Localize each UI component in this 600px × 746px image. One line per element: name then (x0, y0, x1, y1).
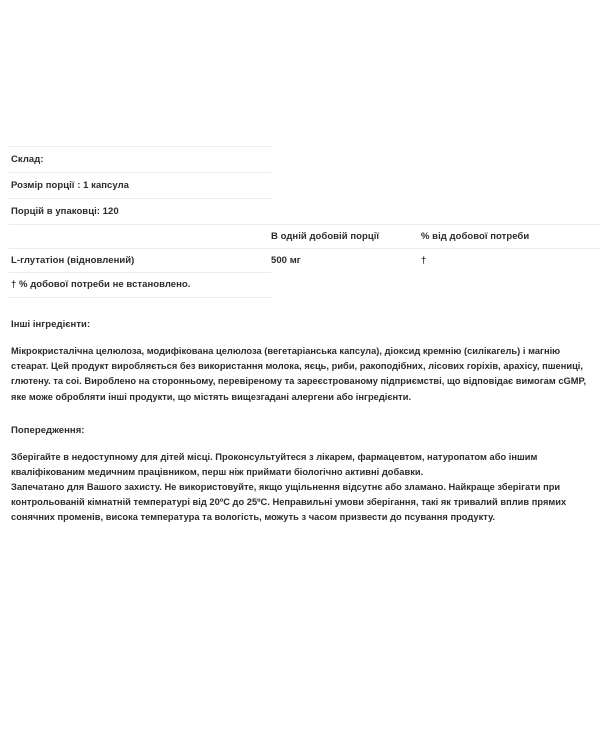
supplement-facts-page (0, 146, 600, 746)
table-row-supplement-title (9, 147, 600, 173)
warning-paragraph-2: Запечатано для Вашого захисту. Не використовуйте, якщо ущільнення відсутнє або зламано. Найкраще зберігати при контрольованій кімнатній температурі від 20ºC до 25ºC. Неправильні умови зберігання, такі як тривалий вплив прямих сонячних променів, висока температура та вологість, можуть з часом призвести до псування продукту. (11, 482, 567, 523)
table-row-servings-per-container (9, 199, 600, 225)
warning-section (9, 425, 591, 436)
other-ingredients-text: Мікрокристалічна целюлоза, модифікована целюлоза (вегетаріанська капсула), діоксид кремнію (силікагель) і магнію стеарат. Цей продукт виробляється без використання молока, яєць, риби, ракоподібних, лісових горіхів, арахісу, пшениці, глютену. та соі. Вироблено на сторонньому, перевіреному та зареєстрованому підприємстві, що відповідає вимогам cGMP, яке може обробляти інші продукти, що містять вищезгадані алергени або інгредієнти. (11, 346, 587, 402)
other-ingredients-section (9, 319, 591, 330)
ingredient-daily-value: † (421, 255, 427, 267)
serving-size-value: Розмір порції : 1 капсула (11, 179, 130, 191)
supplement-facts-table (9, 146, 600, 298)
table-row (9, 249, 600, 273)
warning-heading: Попередження: (11, 424, 85, 436)
table-header-row (9, 225, 600, 249)
ingredient-name: L-глутатіон (відновлений) (11, 254, 135, 266)
servings-per-container-value: Порцій в упаковці: 120 (11, 205, 119, 217)
warning-paragraph-1: Зберігайте в недоступному для дітей місці. Проконсультуйтеся з лікарем, фармацевтом, натуропатом або іншим кваліфікованим медичним працівником, перш ніж приймати біологічно активні добавки. (11, 451, 538, 478)
daily-value-footnote: † % добової потреби не встановлено. (11, 279, 191, 291)
ingredient-amount: 500 мг (271, 255, 301, 267)
table-row-serving-size (9, 173, 600, 199)
column-header-name (9, 231, 11, 242)
other-ingredients-heading: Інші інгредієнти: (11, 319, 91, 330)
column-header-amount-per-serving: В одній добовій порції (271, 230, 380, 242)
warning-text (9, 450, 591, 525)
column-header-percent-daily-value: % від добової потреби (421, 230, 530, 242)
supplement-facts-label: Склад: (11, 153, 44, 165)
table-row-footnote (9, 273, 600, 298)
